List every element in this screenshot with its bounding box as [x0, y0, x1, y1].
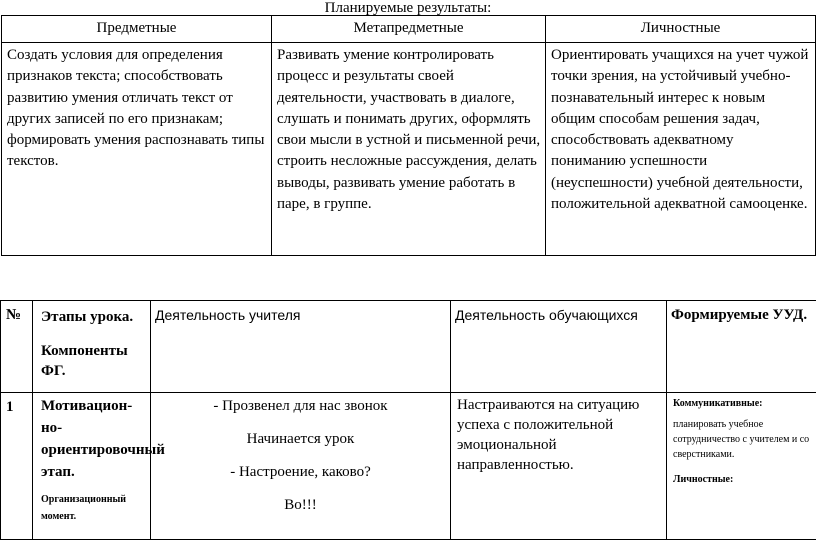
header-subject: Предметные: [2, 16, 272, 43]
stage-note: Организационный момент.: [41, 491, 146, 525]
table-row: [1, 393, 816, 540]
header-metasubject: Метапредметные: [272, 16, 546, 43]
teacher-line-1: - Прозвенел для нас звонок: [151, 396, 450, 416]
header-components-label: Компоненты ФГ.: [41, 341, 146, 381]
header-personal: Личностные: [546, 16, 816, 43]
uud-personal-title: Личностные:: [673, 472, 812, 487]
uud-cell: [667, 393, 816, 540]
header-stage: [33, 301, 151, 393]
lesson-table: [0, 300, 816, 540]
page-title: Планируемые результаты:: [0, 0, 816, 17]
header-number: №: [1, 301, 33, 393]
row-number: 1: [1, 393, 33, 540]
header-uud: Формируемые УУД.: [667, 301, 816, 393]
cell-subject: Создать условия для определения признаков текста; способствовать развитию умения отличать текст от других записей по его признакам; формировать умения распознавать типы текстов.: [2, 43, 272, 256]
cell-metasubject: Развивать умение контролировать процесс и результаты своей деятельности, участвовать в диалоге, слушать и понимать других, оформлять свои мысли в устной и письменной речи, строить несложные рассуждения, делать выводы, развивать умение работать в паре, в группе.: [272, 43, 546, 256]
header-students: Деятельность обучающихся: [451, 301, 667, 393]
header-teacher: Деятельность учителя: [151, 301, 451, 393]
teacher-activity: [151, 393, 451, 540]
stage-cell: [33, 393, 151, 540]
teacher-line-4: Во!!!: [151, 495, 450, 515]
header-stage-label: Этапы урока.: [41, 309, 133, 325]
cell-personal: Ориентировать учащихся на учет чужой точки зрения, на устойчивый учебно-познавательный интерес к новым общим способам решения задач, способствовать адекватному пониманию успешности (неуспешности) учебной деятельности, положительной адекватной самооценке.: [546, 43, 816, 256]
teacher-line-3: - Настроение, каково?: [151, 462, 450, 482]
teacher-line-2: Начинается урок: [151, 429, 450, 449]
results-table: [1, 15, 816, 256]
lesson-header-row: [1, 301, 816, 393]
stage-name: Мотивацион-но-ориентировочный этап.: [41, 398, 165, 480]
uud-communicative-text: планировать учебное сотрудничество с учителем и со сверстниками.: [673, 417, 812, 462]
uud-communicative-title: Коммуникативные:: [673, 396, 812, 411]
students-activity: Настраиваются на ситуацию успеха с положительной эмоциональной направленностью.: [451, 393, 667, 540]
